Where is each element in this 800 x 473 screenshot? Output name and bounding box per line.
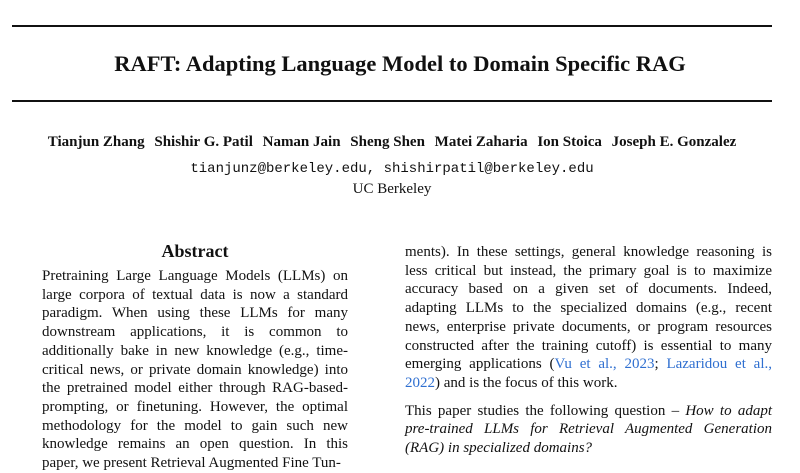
citation-author: Lazaridou et al. bbox=[666, 356, 769, 373]
citation-divider: ; bbox=[654, 356, 667, 373]
author-name: Shishir G. Patil bbox=[154, 134, 253, 150]
abstract-body bbox=[42, 267, 348, 473]
author-name: Sheng Shen bbox=[350, 134, 425, 150]
research-question: How to adapt pre-trained LLMs for Retrieval Augmented Generation (RAG) in specialized domains? bbox=[405, 402, 772, 457]
research-question-paragraph bbox=[405, 402, 772, 458]
author-name: Matei Zaharia bbox=[434, 134, 528, 150]
intro-paragraph bbox=[405, 243, 772, 393]
citation-separator: , bbox=[612, 356, 625, 373]
author-name: Joseph E. Gonzalez bbox=[611, 134, 737, 150]
author-name: Ion Stoica bbox=[537, 134, 602, 150]
intro-column bbox=[405, 243, 772, 458]
affiliation: UC Berkeley bbox=[352, 181, 432, 197]
citation-separator: , bbox=[768, 356, 773, 373]
author-list bbox=[0, 132, 784, 152]
citation-author: Vu et al. bbox=[554, 356, 613, 373]
intro-text: ) and is the focus of this work. bbox=[435, 374, 618, 391]
citation-year: 2022 bbox=[405, 374, 435, 391]
author-emails: tianjunz@berkeley.edu, shishirpatil@berkeley.edu bbox=[190, 161, 594, 177]
question-lead: This paper studies the following question – bbox=[405, 402, 686, 419]
abstract-heading: Abstract bbox=[161, 241, 229, 261]
top-rule bbox=[12, 25, 772, 27]
abstract-text: Pretraining Large Language Models (LLMs) on large corpora of textual data is now a standard paradigm. When using these LLMs for many downstream applications, it is common to additionally bake in new knowledge (e.g., time-critical news, or private domain knowledge) into the pretrained model either through RAG-based-prompting, or finetuning. However, the optimal methodology for the model to gain such new knowledge remains an open question. In this paper, we present Retrieval Augmented Fine Tun- bbox=[42, 268, 348, 472]
title-bottom-rule bbox=[12, 100, 772, 102]
citation-year: 2023 bbox=[624, 356, 655, 373]
author-name: Naman Jain bbox=[262, 134, 341, 150]
intro-text: ments). In these settings, general knowledge reasoning is less critical but instead, the primary goal is to maximize accuracy based on a given set of documents. Indeed, adapting LLMs to the specialized domains (e.g., recent news, enterprise private documents, or program resources constructed after the training cutoff) is essential to many emerging applications ( bbox=[405, 244, 772, 373]
paper-title: RAFT: Adapting Language Model to Domain Specific RAG bbox=[114, 51, 686, 76]
author-name: Tianjun Zhang bbox=[47, 134, 145, 150]
citation-link-vu[interactable] bbox=[554, 356, 654, 372]
